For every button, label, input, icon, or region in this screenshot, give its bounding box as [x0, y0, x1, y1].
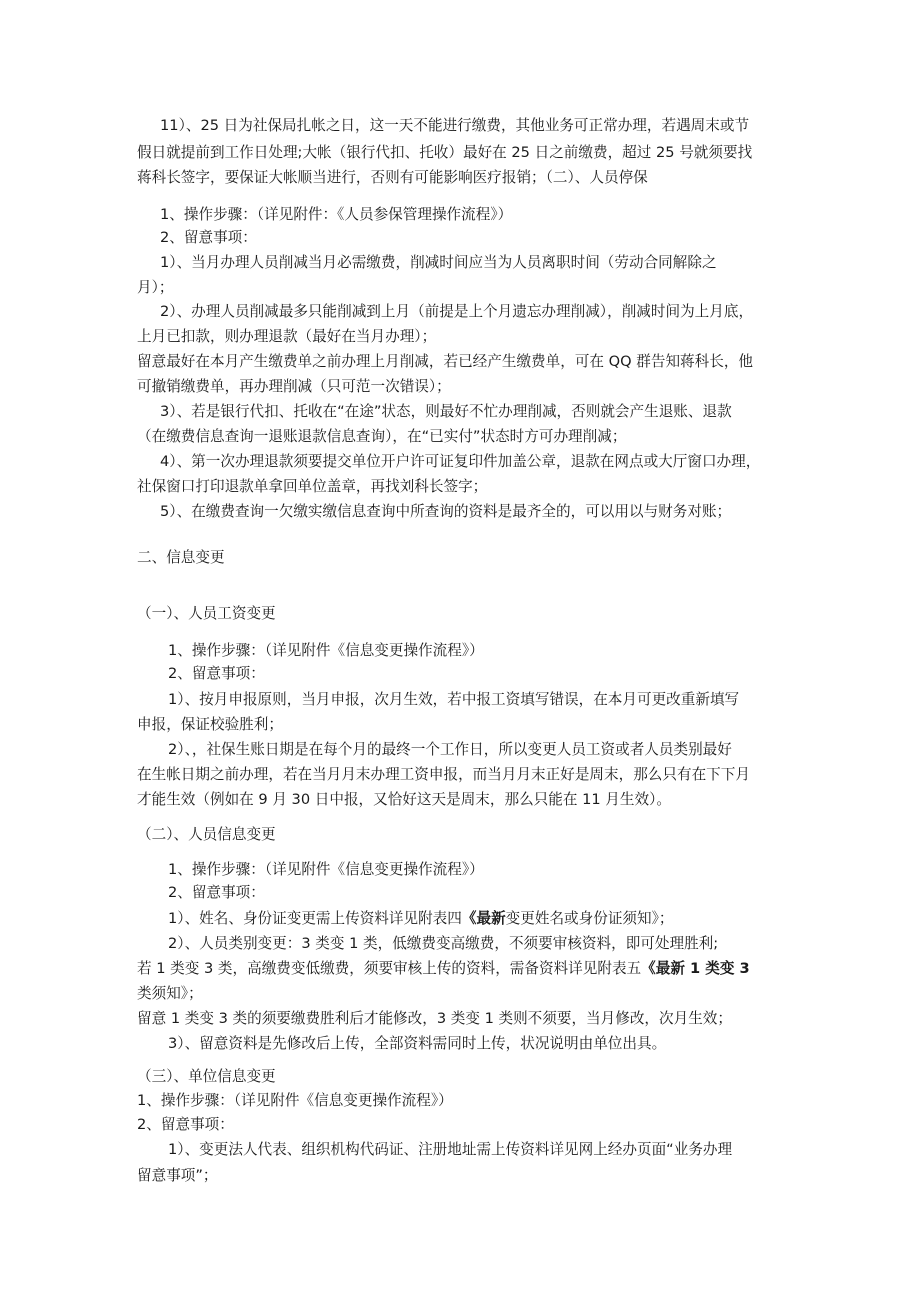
step-line: 2、留意事项： [160, 229, 257, 246]
note-line [137, 959, 750, 979]
bold-text: 《最新 [641, 960, 685, 977]
step-line: 2、留意事项： [168, 884, 265, 901]
step-line: 1、操作步骤：（详见附件《信息变更操作流程》） [137, 1092, 453, 1109]
note-line: 留意事项”； [137, 1167, 218, 1184]
step-line: 2、留意事项： [137, 1116, 234, 1133]
note-line: 4）、第一次办理退款须要提交单位开户许可证复印件加盖公章，退款在网点或大厅窗口办理， [160, 453, 761, 470]
note-line: 上月已扣款，则办理退款（最好在当月办理）； [137, 328, 437, 345]
note-text: 变更姓名或身份证须知》； [505, 910, 674, 927]
note-line: 2）、，社保生账日期是在每个月的最终一个工作日，所以变更人员工资或者人员类别最好 [168, 741, 732, 758]
note-line: 2）、人员类别变更：3 类变 1 类，低缴费变高缴费，不须要审核资料，即可处理胜利; [168, 935, 719, 952]
subsection-heading: （三）、单位信息变更 [137, 1068, 276, 1085]
note-line: 2）、办理人员削减最多只能削减到上月（前提是上个月遗忘办理削减），削减时间为上月底， [160, 303, 754, 320]
step-line: 1、操作步骤：（详见附件《信息变更操作流程》） [168, 861, 484, 878]
subsection-heading: （一）、人员工资变更 [137, 605, 276, 622]
paragraph-line: 蒋科长签字，要保证大帐顺当进行，否则有可能影响医疗报销；（二）、人员停保 [137, 169, 648, 186]
bold-text: 1 类变 3 [684, 960, 750, 977]
note-line: 5）、在缴费查询一欠缴实缴信息查询中所查询的资料是最齐全的，可以用以与财务对账； [160, 503, 732, 520]
step-line: 2、留意事项： [168, 665, 265, 682]
note-line: 社保窗口打印退款单拿回单位盖章，再找刘科长签字； [137, 478, 488, 495]
note-line [168, 909, 674, 929]
note-line: 申报，保证校验胜利； [137, 716, 283, 733]
step-line: 1、操作步骤：（详见附件：《人员参保管理操作流程》） [160, 206, 513, 223]
note-line: 留意最好在本月产生缴费单之前办理上月削减，若已经产生缴费单，可在 QQ 群告知蒋科长，他 [137, 353, 754, 370]
note-text: 若 1 类变 3 类，高缴费变低缴费，须要审核上传的资料，需备资料详见附表五 [137, 960, 642, 977]
paragraph-line: 假日就提前到工作日处理;大帐（银行代扣、托收）最好在 25 日之前缴费，超过 25 号就须要找 [137, 144, 753, 161]
note-line: 月）； [137, 279, 174, 296]
note-text: 1）、姓名、身份证变更需上传资料详见附表四 [168, 910, 462, 927]
note-line: 1）、当月办理人员削减当月必需缴费，削减时间应当为人员离职时间（劳动合同解除之 [160, 254, 717, 271]
step-line: 1、操作步骤：（详见附件《信息变更操作流程》） [168, 642, 484, 659]
note-line: 3）、若是银行代扣、托收在“在途”状态，则最好不忙办理削减，否则就会产生退账、退款 [160, 403, 732, 420]
note-line: 留意 1 类变 3 类的须要缴费胜利后才能修改，3 类变 1 类则不须要，当月修改，次月生效； [137, 1010, 732, 1027]
note-line: 在生帐日期之前办理，若在当月月末办理工资申报，而当月月末正好是周末，那么只有在下下月 [137, 766, 750, 783]
subsection-heading: （二）、人员信息变更 [137, 826, 276, 843]
note-line: 1）、变更法人代表、组织机构代码证、注册地址需上传资料详见网上经办页面“业务办理 [168, 1141, 733, 1158]
note-line: 可撤销缴费单，再办理削减（只可范一次错误）； [137, 378, 451, 395]
note-line: 3）、留意资料是先修改后上传，全部资料需同时上传，状况说明由单位出具。 [168, 1035, 667, 1052]
section-heading: 二、信息变更 [137, 549, 225, 566]
note-line: （在缴费信息查询一退账退款信息查询），在“已实付”状态时方可办理削减； [137, 428, 627, 445]
note-line: 类须知》； [137, 985, 203, 1002]
note-line: 1）、按月申报原则，当月申报，次月生效，若中报工资填写错误，在本月可更改重新填写 [168, 691, 740, 708]
paragraph-line: 11）、25 日为社保局扎帐之日，这一天不能进行缴费，其他业务可正常办理，若遇周末或节 [160, 117, 750, 134]
bold-text: 《最新 [461, 910, 506, 927]
note-line: 才能生效（例如在 9 月 30 日中报，又恰好这天是周末，那么只能在 11 月生效）。 [137, 791, 671, 808]
